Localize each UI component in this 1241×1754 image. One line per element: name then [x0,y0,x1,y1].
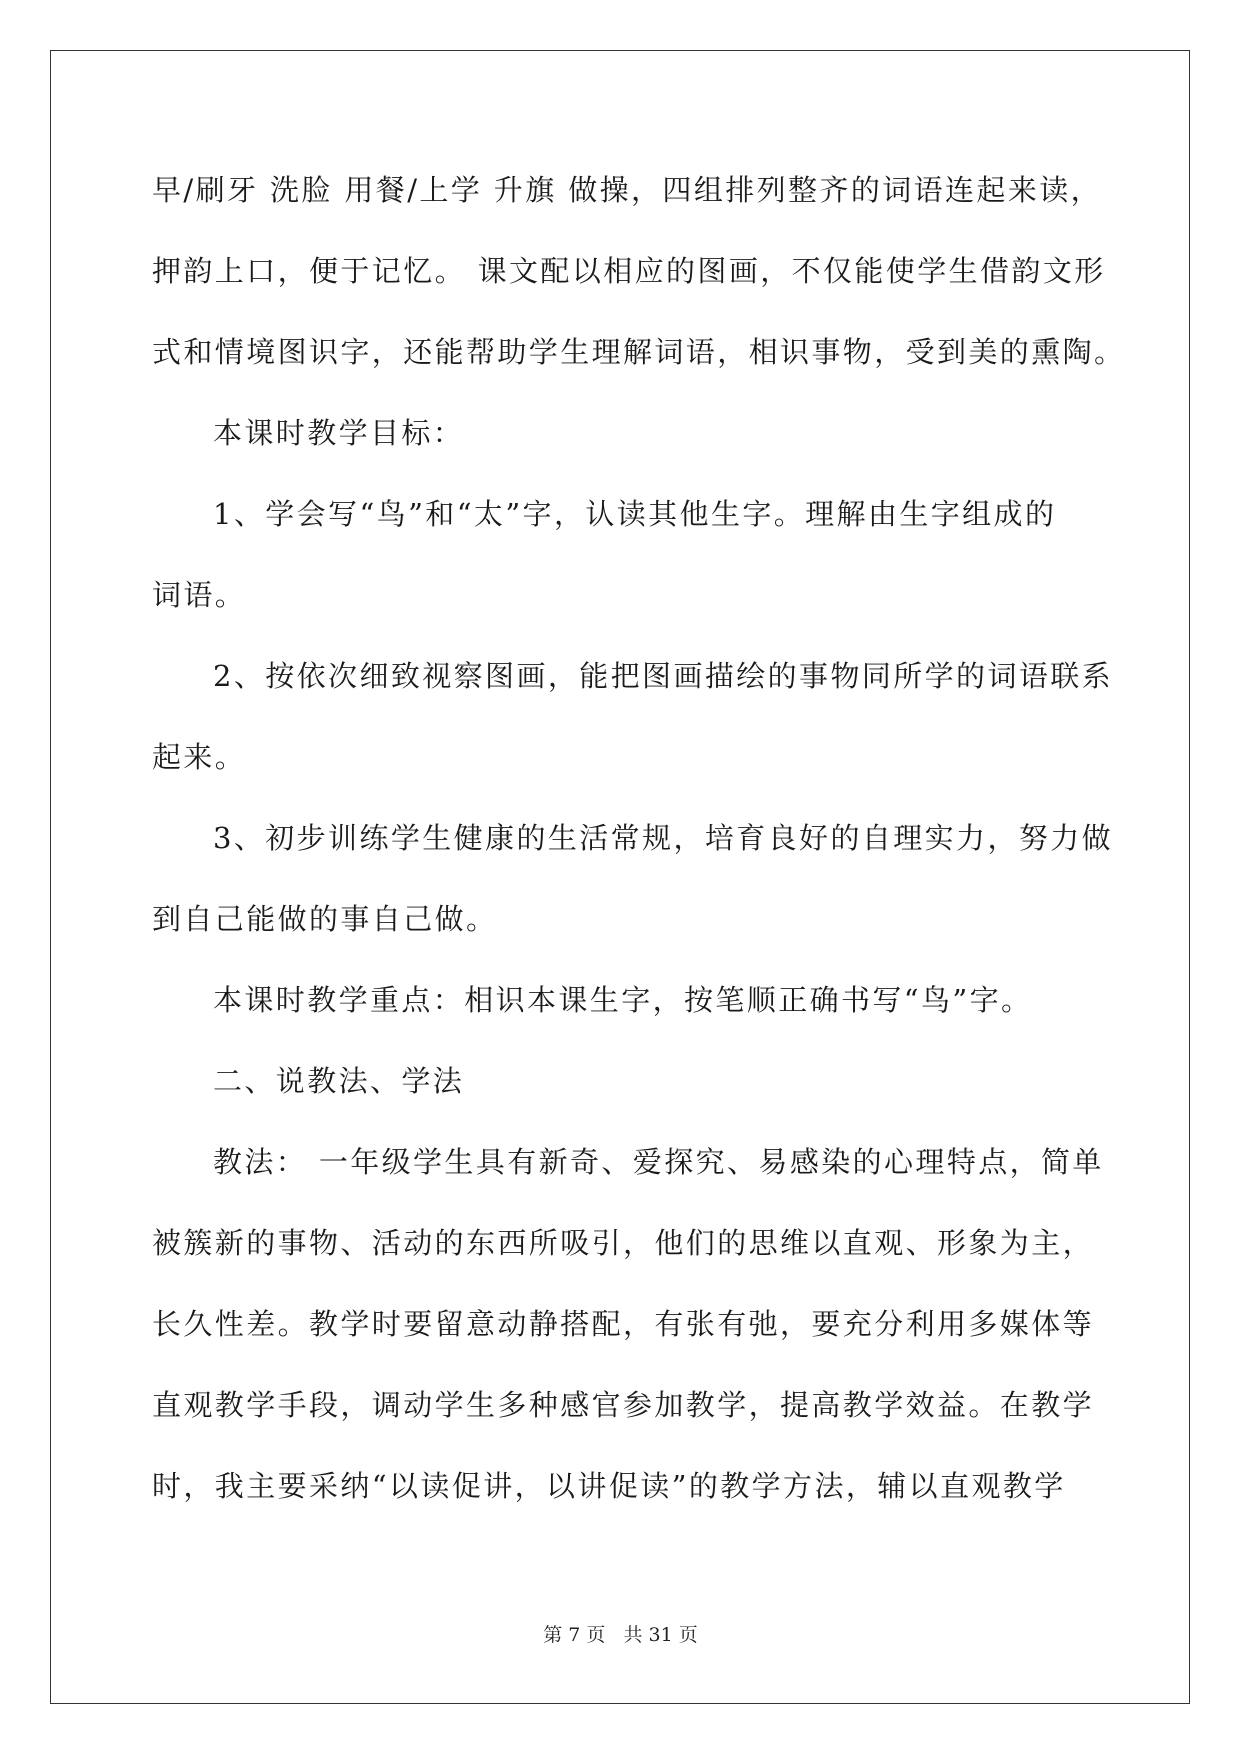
body-line: 起来。 [152,740,247,774]
body-line: 式和情境图识字，还能帮助学生理解词语，相识事物，受到美的熏陶。 [152,335,1126,369]
body-line: 到自己能做的事自己做。 [152,902,498,936]
body-line: 时，我主要采纳“以读促讲，以讲促读”的教学方法，辅以直观教学 [152,1469,1066,1503]
body-line: 长久性差。教学时要留意动静搭配，有张有弛，要充分利用多媒体等 [152,1307,1095,1341]
body-line: 直观教学手段，调动学生多种感官参加教学，提高教学效益。在教学 [152,1388,1095,1422]
body-line: 被簇新的事物、活动的东西所吸引，他们的思维以直观、形象为主， [152,1226,1095,1260]
body-line: 词语。 [152,578,247,612]
key-point-line: 本课时教学重点：相识本课生字，按笔顺正确书写“鸟”字。 [213,983,1033,1017]
objective-item-2: 2、按依次细致视察图画，能把图画描绘的事物同所学的词语联系 [213,659,1114,693]
teaching-method-paragraph: 教法： 一年级学生具有新奇、爱探究、易感染的心理特点，简单 [213,1145,1104,1179]
body-line: 早/刷牙 洗脸 用餐/上学 升旗 做操，四组排列整齐的词语连起来读， [152,173,1103,207]
section-heading-methods: 二、说教法、学法 [213,1064,465,1098]
page-total: 共 31 页 [623,1624,698,1646]
page-number: 第 7 页 [543,1624,606,1646]
objective-item-1: 1、学会写“鸟”和“太”字，认读其他生字。理解由生字组成的 [213,497,1057,531]
document-body [152,150,1126,1527]
body-line: 押韵上口，便于记忆。 课文配以相应的图画，不仅能使学生借韵文形 [152,254,1106,288]
objective-item-3: 3、初步训练学生健康的生活常规，培育良好的自理实力，努力做 [213,821,1114,855]
section-heading-objectives: 本课时教学目标： [213,416,465,450]
page-footer [0,1620,1241,1647]
